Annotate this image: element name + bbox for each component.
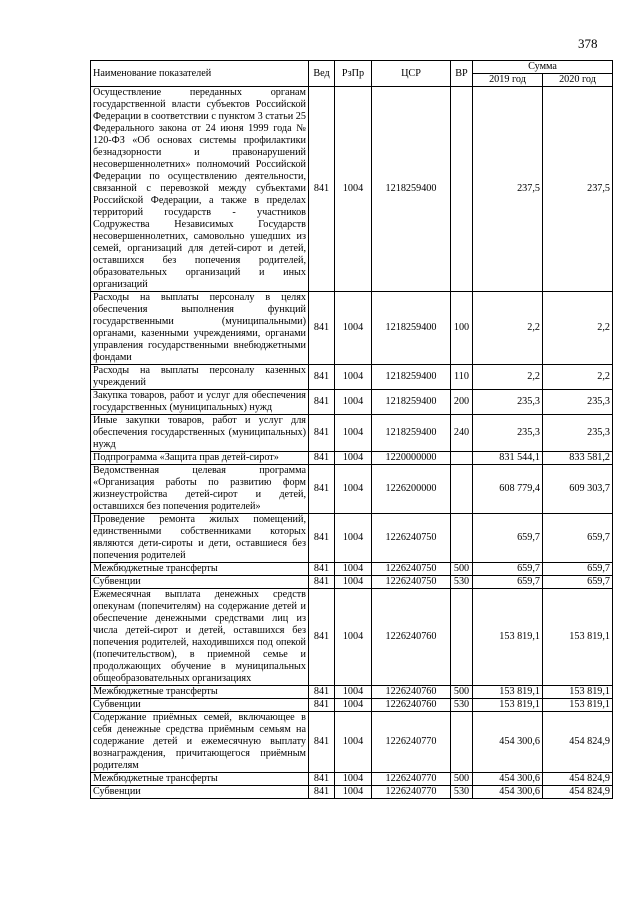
header-vr: ВР <box>451 61 473 87</box>
header-2020: 2020 год <box>543 74 613 87</box>
cell-y2019: 153 819,1 <box>473 699 543 712</box>
cell-y2020: 2,2 <box>543 365 613 390</box>
cell-vr: 500 <box>451 563 473 576</box>
budget-table <box>90 60 613 799</box>
cell-y2019: 2,2 <box>473 292 543 365</box>
cell-y2019: 659,7 <box>473 514 543 563</box>
cell-ved: 841 <box>309 465 335 514</box>
cell-ved: 841 <box>309 686 335 699</box>
cell-y2019: 153 819,1 <box>473 589 543 686</box>
cell-vr <box>451 87 473 292</box>
cell-rzpr: 1004 <box>335 292 372 365</box>
cell-vr: 110 <box>451 365 473 390</box>
cell-y2020: 454 824,9 <box>543 773 613 786</box>
cell-y2020: 153 819,1 <box>543 589 613 686</box>
table-row <box>91 576 613 589</box>
cell-csr: 1218259400 <box>372 365 451 390</box>
cell-ved: 841 <box>309 576 335 589</box>
cell-y2020: 833 581,2 <box>543 452 613 465</box>
cell-ved: 841 <box>309 712 335 773</box>
cell-rzpr: 1004 <box>335 773 372 786</box>
cell-csr: 1226240760 <box>372 589 451 686</box>
cell-y2020: 235,3 <box>543 415 613 452</box>
cell-y2020: 235,3 <box>543 390 613 415</box>
cell-name: Осуществление переданных органам государственной власти субъектов Российской Федерации в соответствии с пунктом 3 статьи 25 Федерального закона от 24 июня 1999 года № 120-ФЗ «Об основах системы профилактики безнадзорности и правонарушений несовершеннолетних» полномочий Российской Федерации по осуществлению деятельности, связанной с перевозкой между субъектами Российской Федерации, а также в пределах территорий государств - участников Содружества Независимых Государств несовершеннолетних, самовольно ушедших из семей, организаций для детей-сирот и детей, оставшихся без попечения родителей, образовательных организаций и иных организаций <box>91 87 309 292</box>
cell-vr: 530 <box>451 699 473 712</box>
table-body <box>91 87 613 799</box>
table-row <box>91 786 613 799</box>
table-row <box>91 773 613 786</box>
cell-ved: 841 <box>309 589 335 686</box>
cell-vr: 200 <box>451 390 473 415</box>
cell-rzpr: 1004 <box>335 686 372 699</box>
table-row <box>91 365 613 390</box>
header-sum: Сумма <box>473 61 613 74</box>
cell-csr: 1226240750 <box>372 514 451 563</box>
cell-name: Межбюджетные трансферты <box>91 563 309 576</box>
cell-y2019: 235,3 <box>473 415 543 452</box>
cell-y2020: 609 303,7 <box>543 465 613 514</box>
cell-csr: 1226200000 <box>372 465 451 514</box>
cell-name: Ведомственная целевая программа «Организация работы по развитию форм жизнеустройства детей-сирот и детей, оставшихся без попечения родителей» <box>91 465 309 514</box>
cell-vr <box>451 712 473 773</box>
cell-rzpr: 1004 <box>335 390 372 415</box>
cell-name: Расходы на выплаты персоналу в целях обеспечения выполнения функций государственными (муниципальными) органами, казенными учреждениями, органами управления государственными внебюджетными фондами <box>91 292 309 365</box>
cell-name: Иные закупки товаров, работ и услуг для обеспечения государственных (муниципальных) нужд <box>91 415 309 452</box>
cell-y2020: 153 819,1 <box>543 699 613 712</box>
cell-name: Межбюджетные трансферты <box>91 686 309 699</box>
cell-rzpr: 1004 <box>335 699 372 712</box>
cell-y2019: 454 300,6 <box>473 773 543 786</box>
cell-csr: 1226240750 <box>372 576 451 589</box>
cell-vr: 240 <box>451 415 473 452</box>
table-row <box>91 390 613 415</box>
cell-csr: 1226240760 <box>372 686 451 699</box>
cell-vr <box>451 465 473 514</box>
cell-rzpr: 1004 <box>335 712 372 773</box>
cell-csr: 1226240760 <box>372 699 451 712</box>
cell-name: Субвенции <box>91 699 309 712</box>
cell-rzpr: 1004 <box>335 365 372 390</box>
cell-rzpr: 1004 <box>335 589 372 686</box>
table-row <box>91 514 613 563</box>
cell-ved: 841 <box>309 773 335 786</box>
cell-rzpr: 1004 <box>335 786 372 799</box>
cell-name: Проведение ремонта жилых помещений, единственными собственниками которых являются дети-сироты и дети, оставшиеся без попечения родителей <box>91 514 309 563</box>
cell-vr: 100 <box>451 292 473 365</box>
cell-y2019: 153 819,1 <box>473 686 543 699</box>
cell-y2019: 237,5 <box>473 87 543 292</box>
header-name: Наименование показателей <box>91 61 309 87</box>
cell-vr <box>451 589 473 686</box>
cell-name: Межбюджетные трансферты <box>91 773 309 786</box>
cell-rzpr: 1004 <box>335 87 372 292</box>
cell-vr: 530 <box>451 786 473 799</box>
table-row <box>91 292 613 365</box>
table-row <box>91 712 613 773</box>
cell-csr: 1218259400 <box>372 292 451 365</box>
table-row <box>91 87 613 292</box>
cell-y2020: 2,2 <box>543 292 613 365</box>
cell-y2019: 2,2 <box>473 365 543 390</box>
cell-name: Ежемесячная выплата денежных средств опекунам (попечителям) на содержание детей и обеспечение денежными средствами лиц из числа детей-сирот и детей, оставшихся без попечения родителей, находившихся под опекой (попечительством), в приемной семье и продолжающих обучение в муниципальных общеобразовательных организациях <box>91 589 309 686</box>
table-row <box>91 563 613 576</box>
cell-ved: 841 <box>309 699 335 712</box>
cell-name: Закупка товаров, работ и услуг для обеспечения государственных (муниципальных) нужд <box>91 390 309 415</box>
cell-rzpr: 1004 <box>335 563 372 576</box>
cell-csr: 1226240770 <box>372 786 451 799</box>
header-ved: Вед <box>309 61 335 87</box>
cell-ved: 841 <box>309 563 335 576</box>
header-rzpr: РзПр <box>335 61 372 87</box>
table-row <box>91 415 613 452</box>
cell-vr <box>451 514 473 563</box>
cell-y2019: 235,3 <box>473 390 543 415</box>
cell-y2020: 454 824,9 <box>543 712 613 773</box>
cell-vr: 530 <box>451 576 473 589</box>
cell-y2020: 153 819,1 <box>543 686 613 699</box>
cell-rzpr: 1004 <box>335 514 372 563</box>
cell-y2019: 659,7 <box>473 576 543 589</box>
cell-y2020: 659,7 <box>543 514 613 563</box>
cell-y2020: 237,5 <box>543 87 613 292</box>
cell-ved: 841 <box>309 390 335 415</box>
table-row <box>91 465 613 514</box>
cell-y2019: 659,7 <box>473 563 543 576</box>
page-number: 378 <box>578 36 598 51</box>
table-row <box>91 589 613 686</box>
cell-y2020: 659,7 <box>543 576 613 589</box>
cell-name: Расходы на выплаты персоналу казенных учреждений <box>91 365 309 390</box>
cell-rzpr: 1004 <box>335 576 372 589</box>
header-2019: 2019 год <box>473 74 543 87</box>
cell-y2020: 454 824,9 <box>543 786 613 799</box>
cell-csr: 1218259400 <box>372 87 451 292</box>
cell-rzpr: 1004 <box>335 452 372 465</box>
cell-name: Субвенции <box>91 786 309 799</box>
cell-vr: 500 <box>451 686 473 699</box>
cell-ved: 841 <box>309 786 335 799</box>
cell-name: Подпрограмма «Защита прав детей-сирот» <box>91 452 309 465</box>
cell-vr <box>451 452 473 465</box>
cell-csr: 1226240770 <box>372 773 451 786</box>
cell-y2020: 659,7 <box>543 563 613 576</box>
cell-csr: 1226240770 <box>372 712 451 773</box>
table-row <box>91 452 613 465</box>
cell-y2019: 454 300,6 <box>473 712 543 773</box>
cell-csr: 1220000000 <box>372 452 451 465</box>
table-row <box>91 686 613 699</box>
cell-rzpr: 1004 <box>335 465 372 514</box>
cell-csr: 1226240750 <box>372 563 451 576</box>
cell-name: Содержание приёмных семей, включающее в себя денежные средства приёмным семьям на содержание детей и ежемесячную выплату вознаграждения, причитающегося приёмным родителям <box>91 712 309 773</box>
cell-csr: 1218259400 <box>372 390 451 415</box>
cell-y2019: 831 544,1 <box>473 452 543 465</box>
cell-name: Субвенции <box>91 576 309 589</box>
header-csr: ЦСР <box>372 61 451 87</box>
cell-ved: 841 <box>309 514 335 563</box>
cell-ved: 841 <box>309 292 335 365</box>
cell-ved: 841 <box>309 452 335 465</box>
cell-y2019: 454 300,6 <box>473 786 543 799</box>
cell-rzpr: 1004 <box>335 415 372 452</box>
table-row <box>91 699 613 712</box>
cell-ved: 841 <box>309 87 335 292</box>
cell-ved: 841 <box>309 365 335 390</box>
cell-vr: 500 <box>451 773 473 786</box>
cell-csr: 1218259400 <box>372 415 451 452</box>
cell-ved: 841 <box>309 415 335 452</box>
cell-y2019: 608 779,4 <box>473 465 543 514</box>
